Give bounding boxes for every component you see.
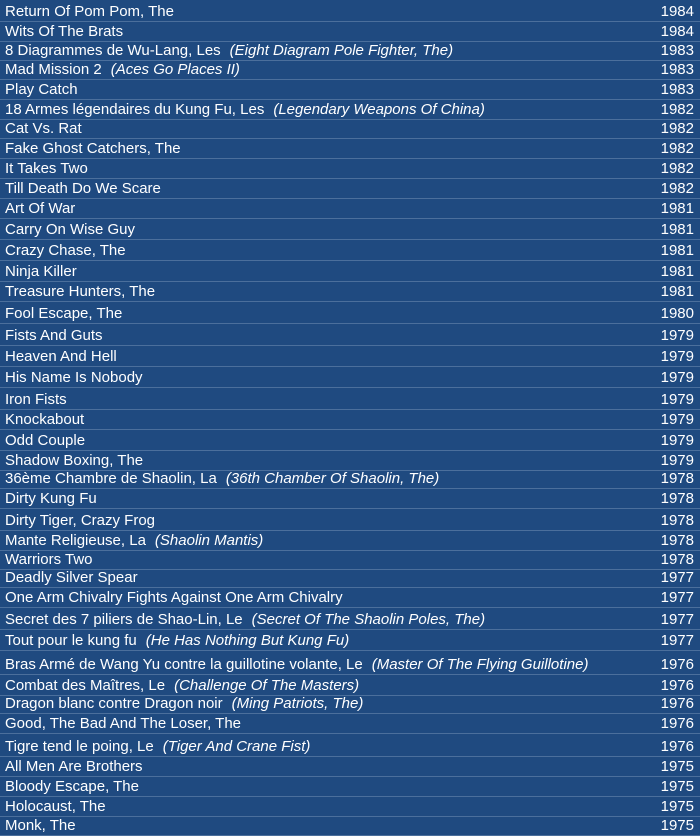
film-row: [0, 511, 700, 531]
film-title-cell: [5, 470, 439, 488]
film-year: 1975: [660, 798, 694, 815]
film-row: [0, 22, 700, 42]
film-year: 1982: [660, 160, 694, 177]
film-year: 1976: [660, 656, 694, 673]
film-title: Secret des 7 piliers de Shao-Lin, Le: [5, 611, 243, 628]
film-title-cell: [5, 263, 77, 281]
film-title: Carry On Wise Guy: [5, 221, 136, 238]
film-row: [0, 326, 700, 346]
film-title-cell: [5, 160, 88, 178]
film-year: 1979: [660, 327, 694, 344]
film-title: Return Of Pom Pom, The: [5, 3, 174, 20]
film-row: [0, 777, 700, 797]
film-alternate-title: (Aces Go Places II): [110, 61, 240, 78]
film-title-cell: [5, 490, 97, 508]
film-title: Knockabout: [5, 411, 85, 428]
film-row: [0, 610, 700, 630]
film-alternate-title: (Challenge Of The Masters): [174, 677, 360, 694]
film-title: Treasure Hunters, The: [5, 283, 156, 300]
film-row: [0, 100, 700, 120]
film-row: [0, 282, 700, 302]
film-title-cell: [5, 715, 241, 733]
film-alternate-title: (Eight Diagram Pole Fighter, The): [229, 42, 454, 59]
film-row: [0, 410, 700, 430]
film-alternate-title: (36th Chamber Of Shaolin, The): [225, 470, 440, 487]
film-year: 1979: [660, 369, 694, 386]
film-title: Dirty Tiger, Crazy Frog: [5, 512, 156, 529]
film-title: Mante Religieuse, La: [5, 532, 146, 549]
film-year: 1982: [660, 180, 694, 197]
film-alternate-title: (He Has Nothing But Kung Fu): [145, 632, 350, 649]
film-title: Art Of War: [5, 200, 76, 217]
film-title: Cat Vs. Rat: [5, 120, 82, 137]
film-row: [0, 179, 700, 199]
film-title: Till Death Do We Scare: [5, 180, 161, 197]
film-row: [0, 655, 700, 675]
film-title-cell: [5, 327, 103, 345]
film-title-cell: [5, 23, 123, 41]
film-year: 1982: [660, 140, 694, 157]
film-title: Tout pour le kung fu: [5, 632, 137, 649]
film-row: [0, 159, 700, 179]
film-year: 1978: [660, 532, 694, 549]
film-row: [0, 588, 700, 608]
film-row: [0, 199, 700, 219]
film-year: 1981: [660, 200, 694, 217]
film-row: [0, 41, 700, 61]
film-title-cell: [5, 758, 143, 776]
film-title: Fool Escape, The: [5, 305, 123, 322]
film-row: [0, 550, 700, 570]
film-title-cell: [5, 180, 161, 198]
film-title: 8 Diagrammes de Wu-Lang, Les: [5, 42, 221, 59]
film-title: Wits Of The Brats: [5, 23, 124, 40]
film-title-cell: [5, 101, 485, 119]
film-title-cell: [5, 817, 76, 835]
film-year: 1975: [660, 758, 694, 775]
film-title-cell: [5, 391, 67, 409]
film-title: Fake Ghost Catchers, The: [5, 140, 181, 157]
film-year: 1977: [660, 611, 694, 628]
film-alternate-title: (Tiger And Crane Fist): [162, 738, 311, 755]
film-title-cell: [5, 305, 122, 323]
film-title-cell: [5, 656, 588, 674]
film-row: [0, 797, 700, 817]
film-row: [0, 816, 700, 836]
film-year: 1975: [660, 778, 694, 795]
film-title-cell: [5, 738, 310, 756]
film-row: [0, 757, 700, 777]
film-title-cell: [5, 411, 84, 429]
film-title: Deadly Silver Spear: [5, 569, 138, 586]
film-title: Iron Fists: [5, 391, 67, 408]
film-title-cell: [5, 589, 343, 607]
film-title: Tigre tend le poing, Le: [5, 738, 154, 755]
film-year: 1976: [660, 715, 694, 732]
film-year: 1979: [660, 452, 694, 469]
film-title-cell: [5, 677, 359, 695]
film-title-cell: [5, 512, 155, 530]
film-title: Holocaust, The: [5, 798, 106, 815]
film-title: Warriors Two: [5, 551, 93, 568]
film-year: 1981: [660, 242, 694, 259]
film-title: Fists And Guts: [5, 327, 103, 344]
film-alternate-title: (Master Of The Flying Guillotine): [371, 656, 589, 673]
film-row: [0, 714, 700, 734]
film-year: 1979: [660, 411, 694, 428]
film-year: 1978: [660, 470, 694, 487]
film-year: 1984: [660, 23, 694, 40]
film-year: 1976: [660, 677, 694, 694]
film-alternate-title: (Ming Patriots, The): [231, 695, 364, 712]
film-title: Shadow Boxing, The: [5, 452, 144, 469]
film-year: 1981: [660, 263, 694, 280]
film-alternate-title: (Shaolin Mantis): [154, 532, 264, 549]
film-year: 1978: [660, 551, 694, 568]
film-title-cell: [5, 551, 93, 569]
film-row: [0, 241, 700, 261]
film-title-cell: [5, 452, 143, 470]
film-title-cell: [5, 611, 485, 629]
film-title-cell: [5, 200, 75, 218]
film-row: [0, 431, 700, 451]
film-year: 1983: [660, 61, 694, 78]
film-row: [0, 694, 700, 714]
film-title-cell: [5, 348, 117, 366]
film-title: Dragon blanc contre Dragon noir: [5, 695, 223, 712]
film-year: 1978: [660, 490, 694, 507]
film-row: [0, 390, 700, 410]
film-row: [0, 568, 700, 588]
film-row: [0, 139, 700, 159]
film-title: One Arm Chivalry Fights Against One Arm Chivalry: [5, 589, 343, 606]
film-title: Play Catch: [5, 81, 78, 98]
film-row: [0, 2, 700, 22]
film-title: Crazy Chase, The: [5, 242, 126, 259]
film-title-cell: [5, 221, 135, 239]
film-title-cell: [5, 242, 126, 260]
film-title-cell: [5, 532, 263, 550]
film-title: Odd Couple: [5, 432, 86, 449]
film-title-cell: [5, 61, 240, 79]
film-year: 1977: [660, 589, 694, 606]
film-title: Bras Armé de Wang Yu contre la guillotine volante, Le: [5, 656, 363, 673]
film-title: It Takes Two: [5, 160, 88, 177]
film-row: [0, 119, 700, 139]
film-title-cell: [5, 432, 85, 450]
film-row: [0, 531, 700, 551]
film-row: [0, 451, 700, 471]
film-title-cell: [5, 42, 453, 60]
film-year: 1978: [660, 512, 694, 529]
film-title-cell: [5, 632, 349, 650]
film-year: 1979: [660, 432, 694, 449]
film-title-cell: [5, 140, 181, 158]
film-alternate-title: (Secret Of The Shaolin Poles, The): [251, 611, 486, 628]
film-year: 1977: [660, 632, 694, 649]
film-title: Monk, The: [5, 817, 76, 834]
film-year: 1975: [660, 817, 694, 834]
film-year: 1980: [660, 305, 694, 322]
film-title-cell: [5, 798, 106, 816]
film-title: Dirty Kung Fu: [5, 490, 97, 507]
film-title-cell: [5, 778, 139, 796]
film-title: Combat des Maîtres, Le: [5, 677, 166, 694]
film-title-cell: [5, 3, 174, 21]
film-title-cell: [5, 369, 143, 387]
film-year: 1983: [660, 42, 694, 59]
film-title-cell: [5, 120, 82, 138]
film-row: [0, 737, 700, 757]
film-year: 1981: [660, 283, 694, 300]
film-row: [0, 60, 700, 80]
film-row: [0, 80, 700, 100]
film-title: All Men Are Brothers: [5, 758, 143, 775]
film-title-cell: [5, 81, 78, 99]
film-row: [0, 631, 700, 651]
film-row: [0, 262, 700, 282]
film-title: His Name Is Nobody: [5, 369, 143, 386]
film-year: 1976: [660, 695, 694, 712]
film-year: 1982: [660, 120, 694, 137]
film-year: 1979: [660, 391, 694, 408]
film-title: Good, The Bad And The Loser, The: [5, 715, 242, 732]
film-year: 1983: [660, 81, 694, 98]
film-year: 1977: [660, 569, 694, 586]
film-title: Ninja Killer: [5, 263, 77, 280]
film-row: [0, 676, 700, 696]
film-row: [0, 304, 700, 324]
film-title-cell: [5, 569, 138, 587]
film-title: Mad Mission 2: [5, 61, 102, 78]
film-year: 1982: [660, 101, 694, 118]
film-row: [0, 347, 700, 367]
film-row: [0, 368, 700, 388]
film-row: [0, 469, 700, 489]
film-row: [0, 489, 700, 509]
film-title: 36ème Chambre de Shaolin, La: [5, 470, 217, 487]
film-title: Heaven And Hell: [5, 348, 117, 365]
film-year: 1976: [660, 738, 694, 755]
film-title-cell: [5, 283, 155, 301]
film-title: Bloody Escape, The: [5, 778, 139, 795]
film-alternate-title: (Legendary Weapons Of China): [273, 101, 485, 118]
film-year: 1979: [660, 348, 694, 365]
film-year: 1981: [660, 221, 694, 238]
film-row: [0, 220, 700, 240]
film-title: 18 Armes légendaires du Kung Fu, Les: [5, 101, 265, 118]
film-title-cell: [5, 695, 363, 713]
film-year: 1984: [660, 3, 694, 20]
